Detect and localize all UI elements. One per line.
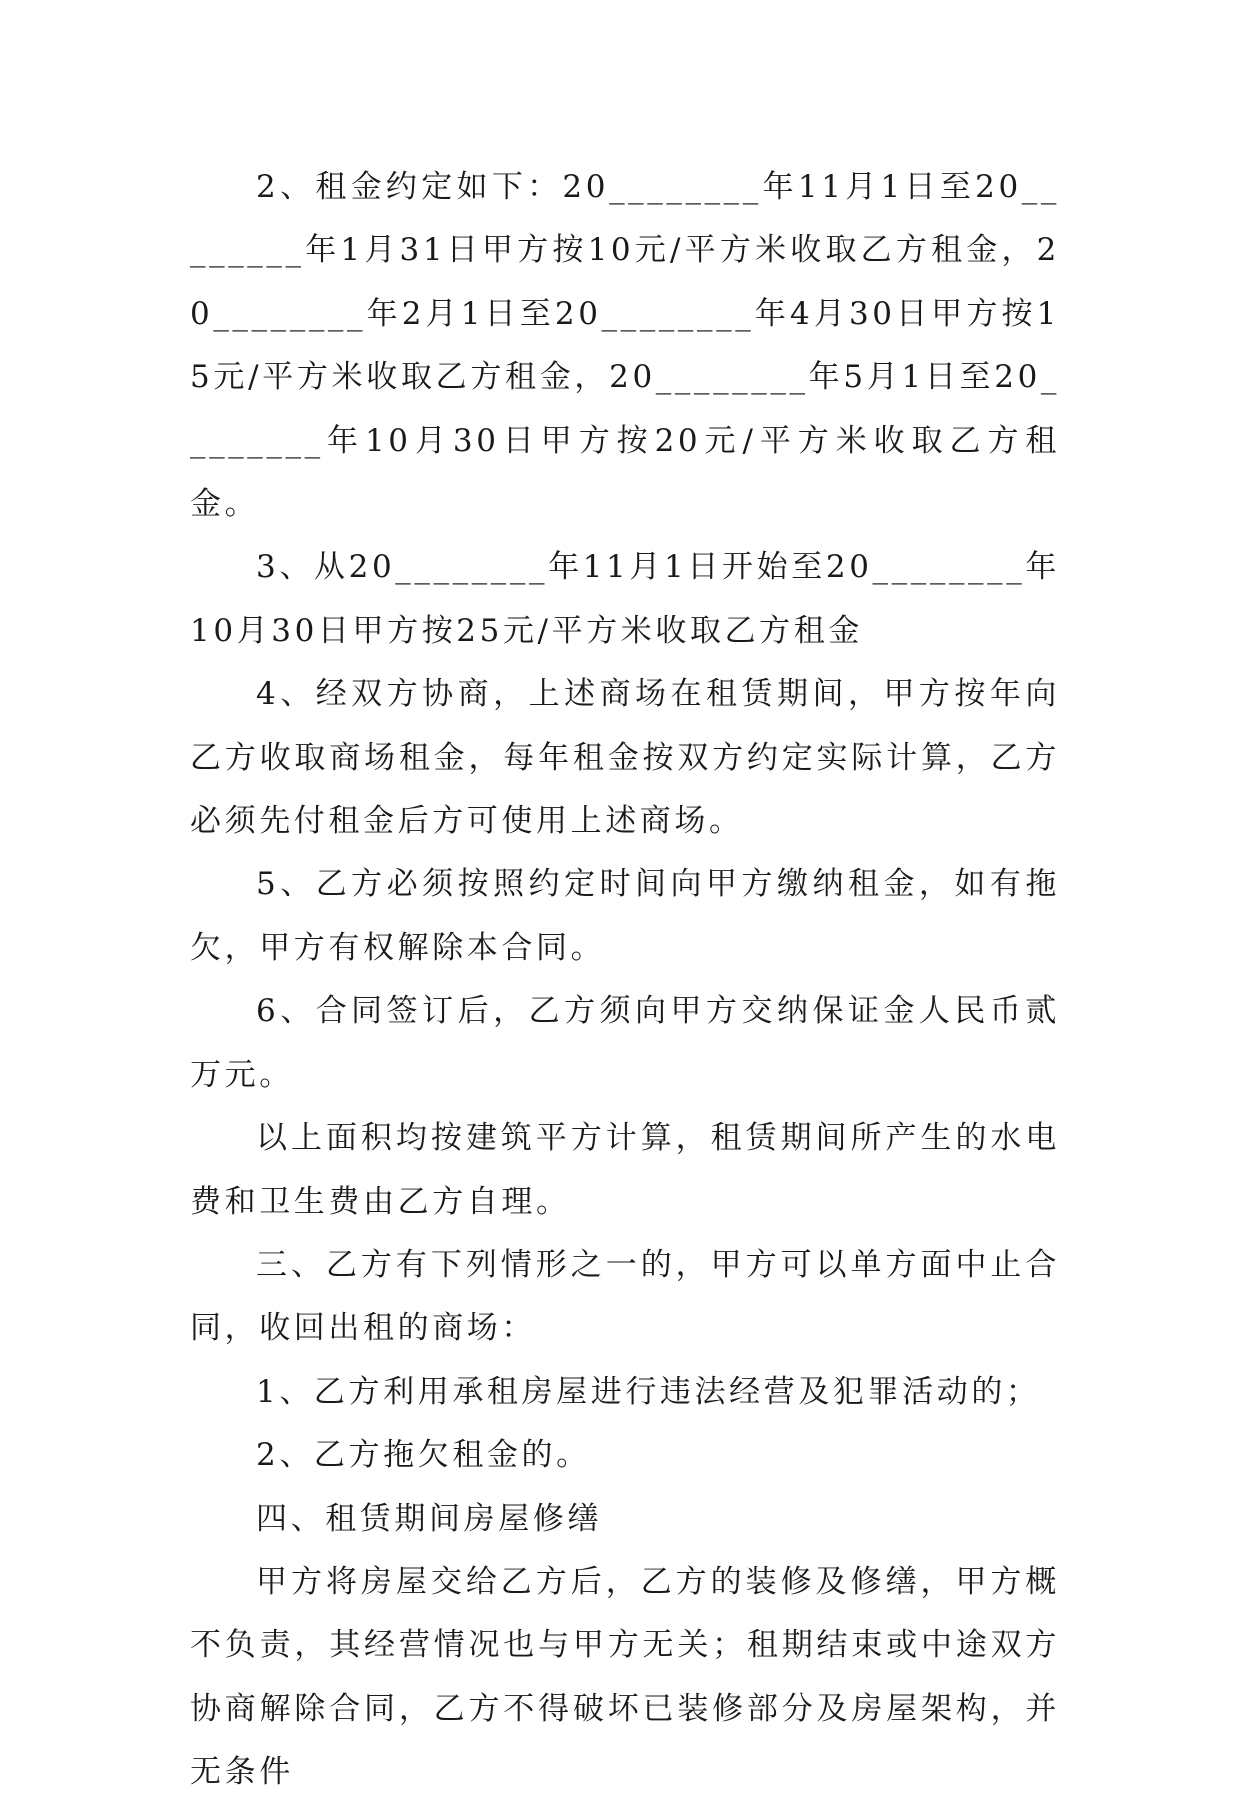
- paragraph-deposit: 6、合同签订后，乙方须向甲方交纳保证金人民币贰万元。: [190, 993, 1060, 1093]
- paragraph-rent-arrears: 2、乙方拖欠租金的。: [256, 1437, 591, 1474]
- section-termination-heading: 三、乙方有下列情形之一的，甲方可以单方面中止合同，收回出租的商场：: [190, 1246, 1060, 1347]
- paragraph-rent-25: 3、从20________年11月1日开始至20________年10月30日甲方按25元/平方米收取乙方租金: [190, 549, 1060, 649]
- paragraph-repairs: 甲方将房屋交给乙方后，乙方的装修及修缮，甲方概不负责，其经营情况也与甲方无关；租期结束或中途双方协商解除合同，乙方不得破坏已装修部分及房屋架构，并无条件: [190, 1563, 1060, 1791]
- document-body: [190, 156, 1060, 1805]
- paragraph-payment-deadline: 5、乙方必须按照约定时间向甲方缴纳租金，如有拖欠，甲方有权解除本合同。: [190, 866, 1060, 966]
- paragraph-illegal-use: 1、乙方利用承租房屋进行违法经营及犯罪活动的；: [256, 1373, 1041, 1410]
- paragraph-annual-rent: 4、经双方协商，上述商场在租赁期间，甲方按年向乙方收取商场租金，每年租金按双方约定实际计算，乙方必须先付租金后方可使用上述商场。: [190, 676, 1060, 840]
- paragraph-area-utilities: 以上面积均按建筑平方计算，租赁期间所产生的水电费和卫生费由乙方自理。: [190, 1120, 1060, 1220]
- section-repairs-heading: 四、租赁期间房屋修缮: [256, 1500, 602, 1537]
- paragraph-rent-schedule: 2、租金约定如下：20________年11月1日至20________年1月31日甲方按10元/平方米收取乙方租金，20________年2月1日至20________年4月30日甲方按15元/平方米收取乙方租金，20________年5月1日至20________年10月30日甲方按20元/平方米收取乙方租金。: [190, 169, 1060, 523]
